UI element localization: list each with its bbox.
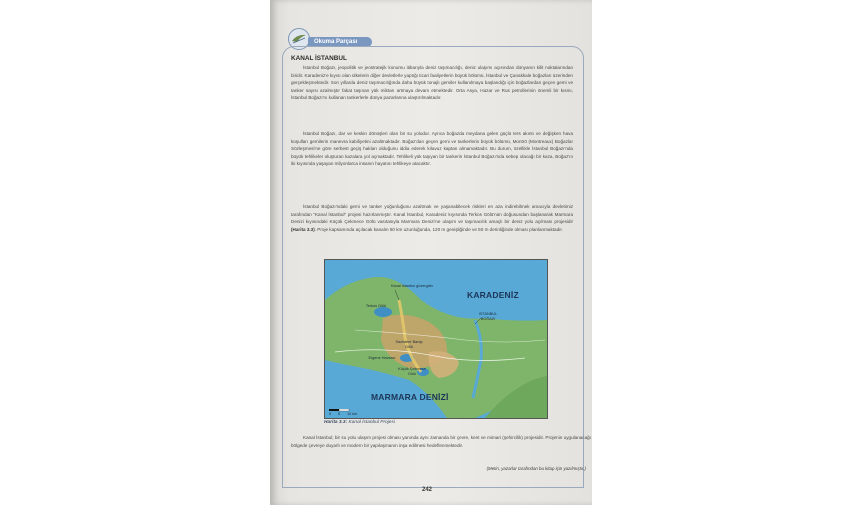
map-label-terkos: Terkos Gölü [365, 304, 387, 308]
map-label-route: Kanal İstanbul güzergâhı [391, 284, 434, 288]
source-note: (Metin, yazarlar tarafından bu kitap için yazılmıştır.) [486, 466, 586, 471]
section-tab: Okuma Parçası [308, 37, 372, 47]
scale-label-5: 5 [338, 412, 341, 416]
paragraph-3 [291, 203, 573, 233]
map-label-kucukcekmece: Küçük Çekmece Gölü [398, 367, 426, 376]
map-scale-bar [329, 409, 369, 415]
section-title: KANAL İSTANBUL [291, 55, 347, 62]
scale-label-0: 0 [329, 412, 332, 416]
caption-label: Harita 3.3: [324, 420, 348, 425]
kanal-istanbul-map [324, 259, 548, 419]
caption-text: Kanal İstanbul Projesi [348, 420, 395, 425]
paragraph-1: İstanbul Boğazı, jeopolitik ve jeostratejik konumu itibarıyla deniz taşımacılığı, deniz ulaşımı açısından dünyanın kilit noktalarından biridir. Karadeniz'e kıyısı olan ülkelerin diğer devletlerle yaptığı ticari faaliyetlerin büyük bölümü, İstanbul ve Çanakkale boğazları üzerinden gerçekleşmektedir. Son yıllarda deniz taşımacılığında daha büyük tonajlı gemiler kullanılmaya başlandığı için boğazlardan geçen gemi ve tanker sayısı azalmıştır fakat taşınan yük miktarı artmaya devam etmektedir. Orta Asya, Hazar ve Rus petrollerinin önemli bir kısmı, İstanbul Boğazı'nı kullanan tankerlerle dünya pazarlarına ulaştırılmaktadır. [291, 65, 573, 100]
map-caption [324, 420, 395, 425]
map-label-marmara-sea: MARMARA DENİZİ [371, 392, 449, 402]
textbook-page [270, 0, 592, 505]
map-label-ergene: Ergene Havzası [368, 356, 396, 360]
scale-label-10: 10 km [347, 412, 358, 416]
map-label-bogaz: İSTANBUL BOĞAZI [478, 312, 498, 321]
map-label-black-sea: KARADENİZ [467, 290, 519, 300]
map-reference: (Harita 3.3) [291, 226, 315, 232]
closing-paragraph: Kanal İstanbul; bir su yolu ulaşım projesi olması yanında aynı zamanda bir çevre, kent ve mimari (şehircilik) projesidir. Projenin uygulanacağı bölgede çevreye duyarlı ve modern bir yapılaşmanın inşa edilmesi hedeflenmektedir. [291, 435, 591, 448]
page-number: 242 [422, 487, 433, 493]
map-label-sazlidere: Sazlıdere Barajı Gölü [395, 340, 423, 349]
paragraph-3-body: İstanbul Boğazı'ndaki gemi ve tanker yoğunluğunu azaltmak ve yaşanabilecek riskleri en aza indirebilmek amacıyla devletimiz tarafından "Kanal İstanbul" projesi hazırlanmıştır. Kanal İstanbul, Karadeniz kıyısında Terkos Gölü'nün doğusundan başlanarak Marmara Denizi kıyısındaki Küçük Çekmece Gölü vasıtasıyla Marmara Denizi'ne ulaşım ve taşımacılık amaçlı bir deniz yolu açılması projesidir [291, 204, 573, 224]
paragraph-3-tail: . Proje kapsamında açılacak kanalın 50 km uzunluğunda, 120 m genişliğinde ve 50 m derinliğinde olması planlanmaktadır. [314, 226, 563, 232]
paragraph-2: İstanbul Boğazı, dar ve keskin dönüşleri olan bir su yoludur. Ayrıca boğazda meydana gelen güçlü ters akıntı ve değişken hava koşulları gemilerin manevra kabiliyetini azaltmaktadır. Boğaz'dan geçen gemi ve tankerlerin büyük bölümü, Montrö (Montreaux) Boğazlar Sözleşmesi'ne göre serbest geçiş hakları olduğunu iddia ederek kılavuz kaptan almamaktadır. Bu durum, özellikle İstanbul Boğazı'nda büyük tehlikeler oluşturan kazalara yol açmaktadır. Tehlikeli yük taşıyan bir tankerin İstanbul Boğazı'nda sebep olacağı bir kaza, Boğaz'ın iki kıyısında yaşayan milyonlarca insanın hayatını tehlikeye atacaktır. [291, 131, 573, 166]
